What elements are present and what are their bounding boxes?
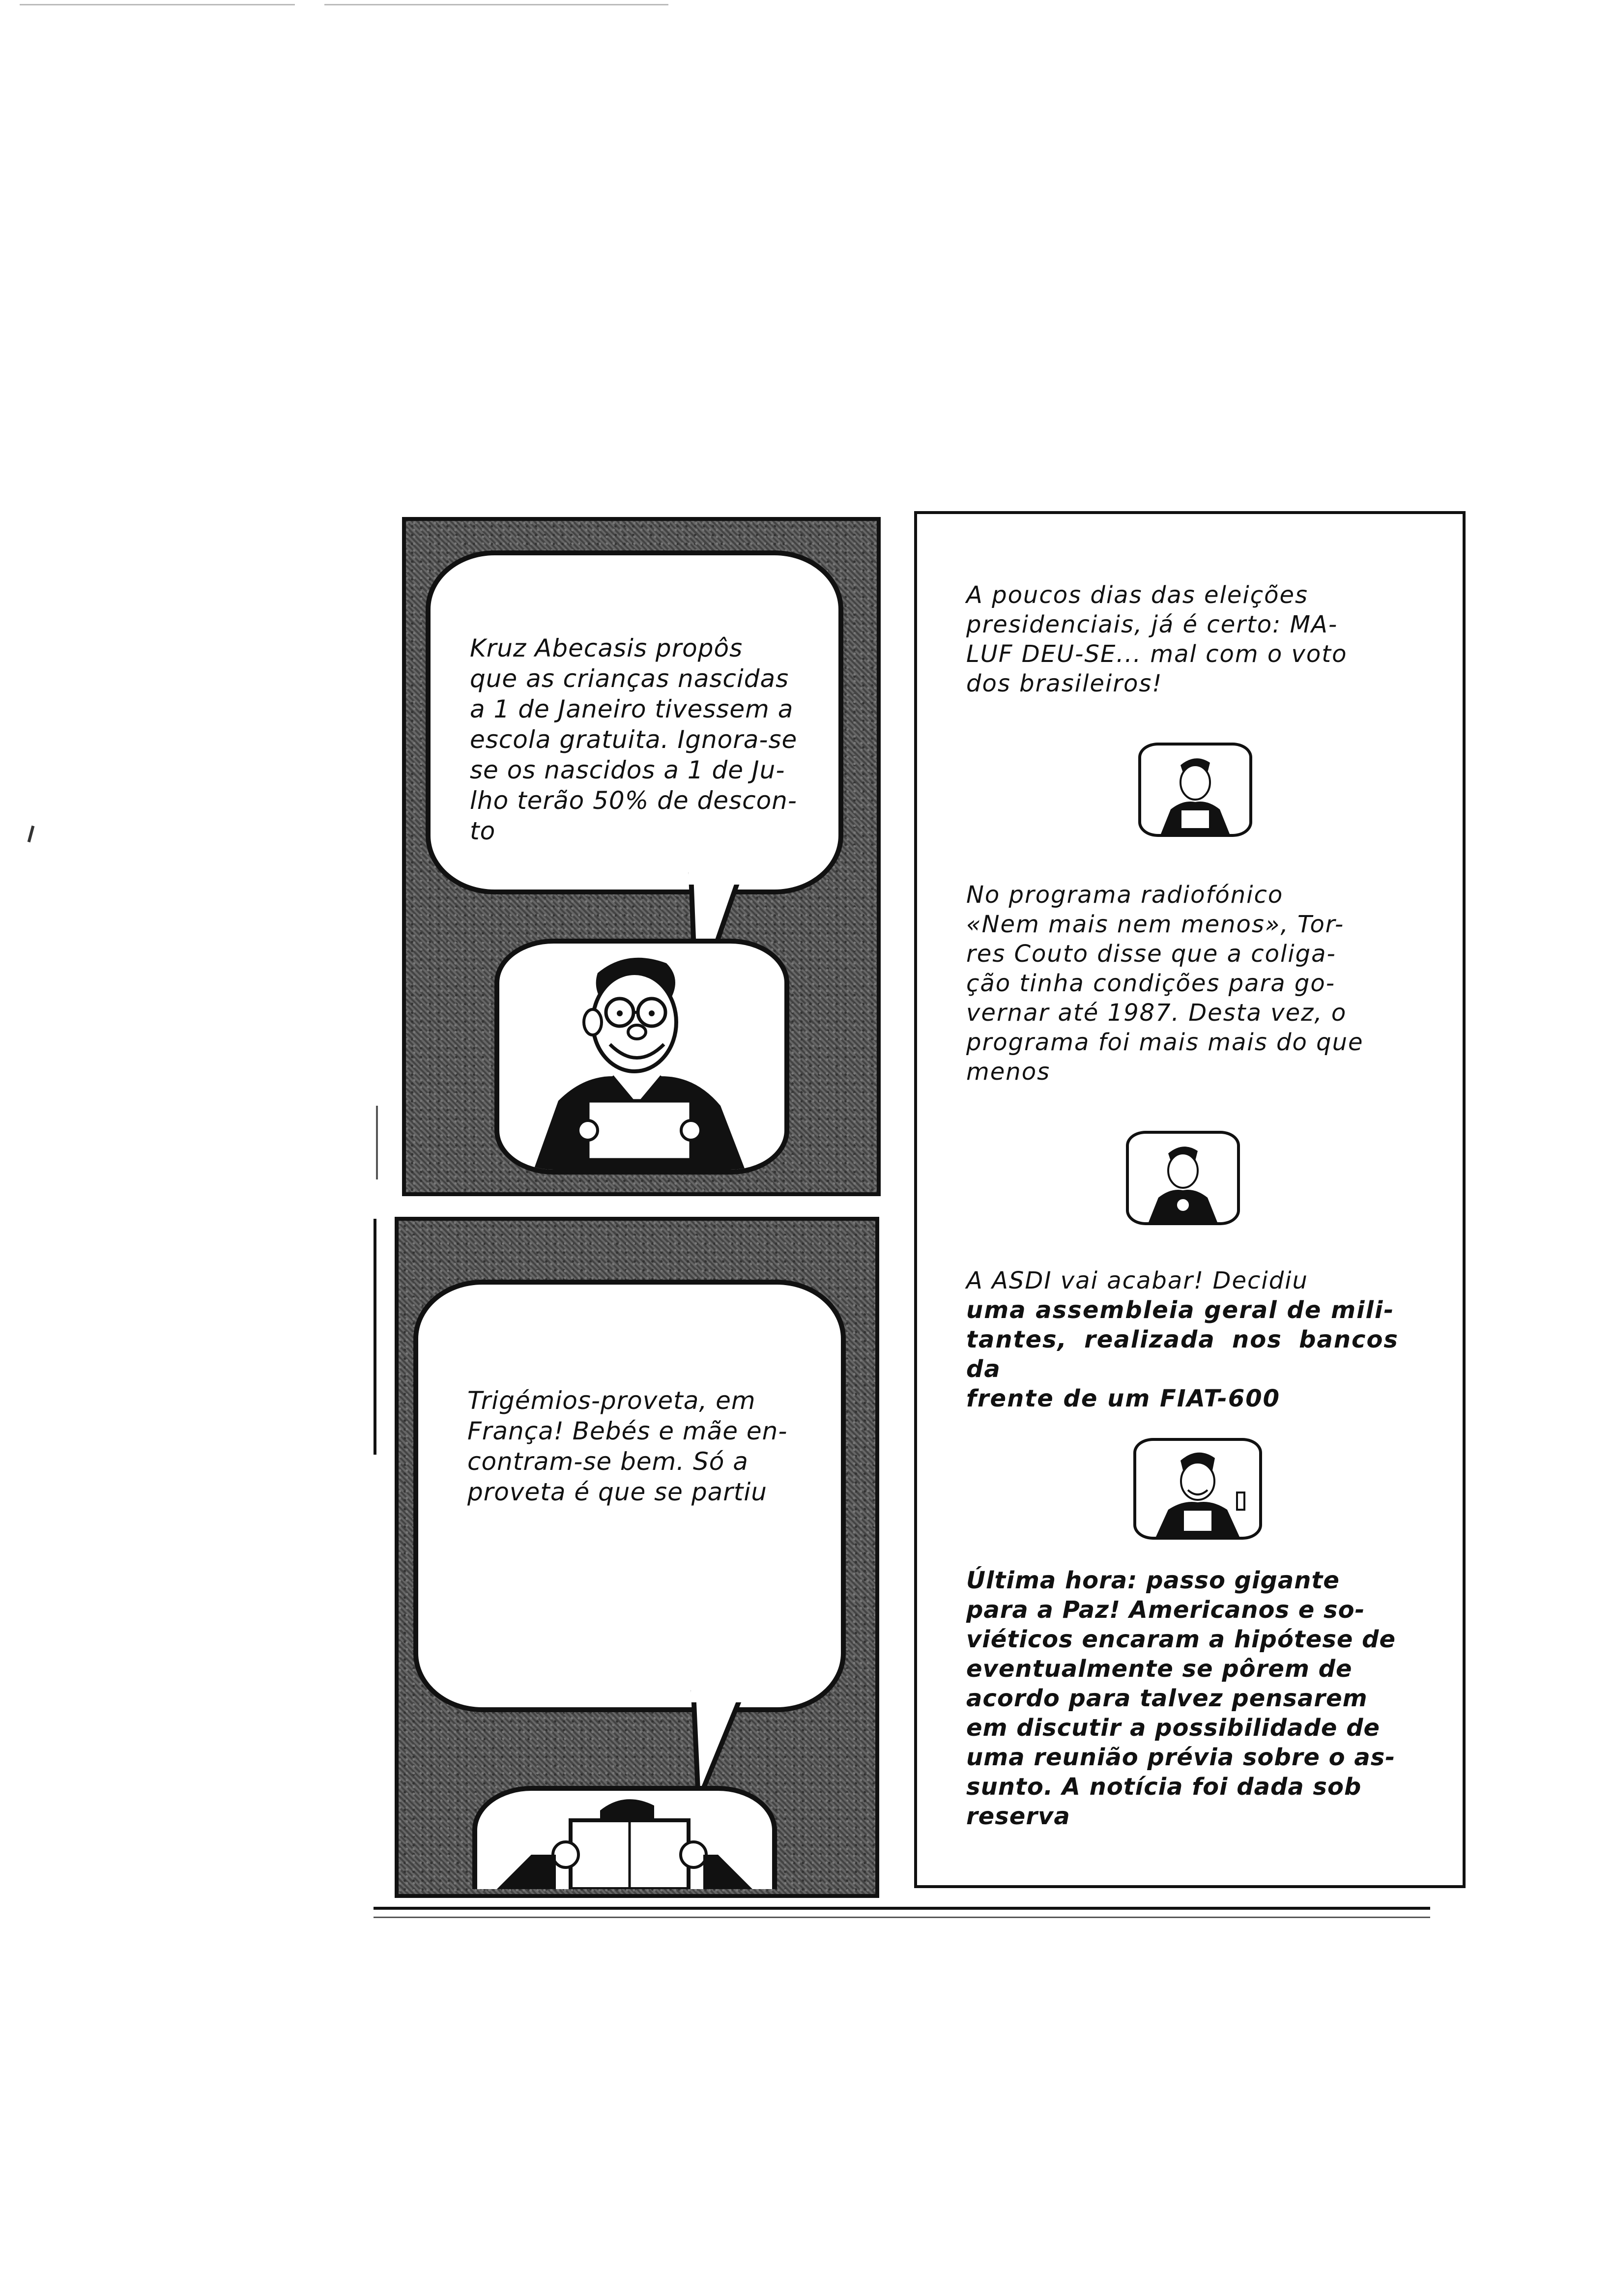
mini-tv-1 (1138, 743, 1252, 837)
caption-line: escola gratuita. Ignora-se (470, 725, 798, 754)
caption-line: proveta é que se partiu (467, 1478, 767, 1506)
news-line: tantes, realizada nos bancos da (966, 1326, 1399, 1383)
news-line: ção tinha condições para go- (966, 970, 1336, 997)
news-line: vernar até 1987. Desta vez, o (966, 999, 1347, 1027)
mini-tv-3 (1133, 1438, 1262, 1540)
news-line: acordo para talvez pensarem (966, 1685, 1368, 1712)
news-line: presidenciais, já é certo: MA- (966, 611, 1338, 638)
news-item-3 (966, 1266, 1399, 1413)
bottom-rule (374, 1907, 1430, 1910)
caption-line: Trigémios-proveta, em (467, 1386, 756, 1415)
news-line: reserva (966, 1803, 1070, 1830)
caption-line: to (470, 817, 496, 845)
presenter-smiling-illustration (499, 944, 784, 1170)
comic-caption-2 (467, 1385, 811, 1507)
caption-line: contram-se bem. Só a (467, 1447, 748, 1476)
caption-line: França! Bebés e mãe en- (467, 1417, 788, 1445)
news-line: uma reunião prévia sobre o as- (966, 1744, 1396, 1771)
news-line: dos brasileiros! (966, 670, 1163, 697)
presenter-icon (1141, 746, 1249, 834)
news-line: uma assembleia geral de mili- (966, 1296, 1395, 1324)
caption-line: se os nascidos a 1 de Ju- (470, 756, 785, 784)
comic-panel-1 (402, 517, 881, 1196)
scan-mark-top-2 (324, 4, 668, 5)
presenter-icon (1129, 1134, 1237, 1222)
caption-line: lho terão 50% de descon- (470, 786, 797, 815)
news-line: LUF DEU-SE... mal com o voto (966, 640, 1348, 668)
tv-screen-2 (472, 1786, 777, 1889)
tv-screen-1 (494, 939, 789, 1175)
news-line: A ASDI vai acabar! Decidiu (966, 1267, 1308, 1294)
presenter-thumbs-up-icon (1136, 1441, 1259, 1537)
news-item-2 (966, 880, 1399, 1087)
margin-rule (374, 1219, 376, 1455)
news-line: eventualmente se pôrem de (966, 1655, 1353, 1683)
news-line: em discutir a possibilidade de (966, 1714, 1381, 1742)
caption-line: Kruz Abecasis propôs (470, 634, 743, 662)
presenter-reading-newspaper-illustration (477, 1791, 772, 1889)
news-line: para a Paz! Americanos e so- (966, 1596, 1365, 1624)
news-line: «Nem mais nem menos», Tor- (966, 911, 1345, 938)
news-line: res Couto disse que a coliga- (966, 940, 1336, 968)
news-column (914, 511, 1466, 1888)
news-line: frente de um FIAT-600 (966, 1385, 1281, 1412)
news-line: Última hora: passo gigante (966, 1567, 1340, 1594)
news-line: menos (966, 1058, 1051, 1086)
news-item-4 (966, 1566, 1399, 1831)
caption-line: que as crianças nascidas (470, 664, 789, 693)
scan-mark-top-1 (20, 4, 295, 5)
bottom-rule-thin (374, 1917, 1430, 1918)
news-line: No programa radiofónico (966, 881, 1284, 909)
margin-tick (376, 1106, 378, 1179)
margin-mark (28, 826, 35, 842)
news-item-1 (966, 580, 1399, 698)
news-line: A poucos dias das eleições (966, 581, 1309, 609)
caption-line: a 1 de Janeiro tivessem a (470, 695, 794, 723)
comic-caption-1 (470, 633, 824, 846)
news-line: viéticos encaram a hipótese de (966, 1626, 1396, 1653)
mini-tv-2 (1126, 1131, 1240, 1225)
news-line: sunto. A notícia foi dada sob (966, 1773, 1362, 1801)
comic-panel-2 (395, 1217, 879, 1898)
news-line: programa foi mais mais do que (966, 1029, 1364, 1056)
